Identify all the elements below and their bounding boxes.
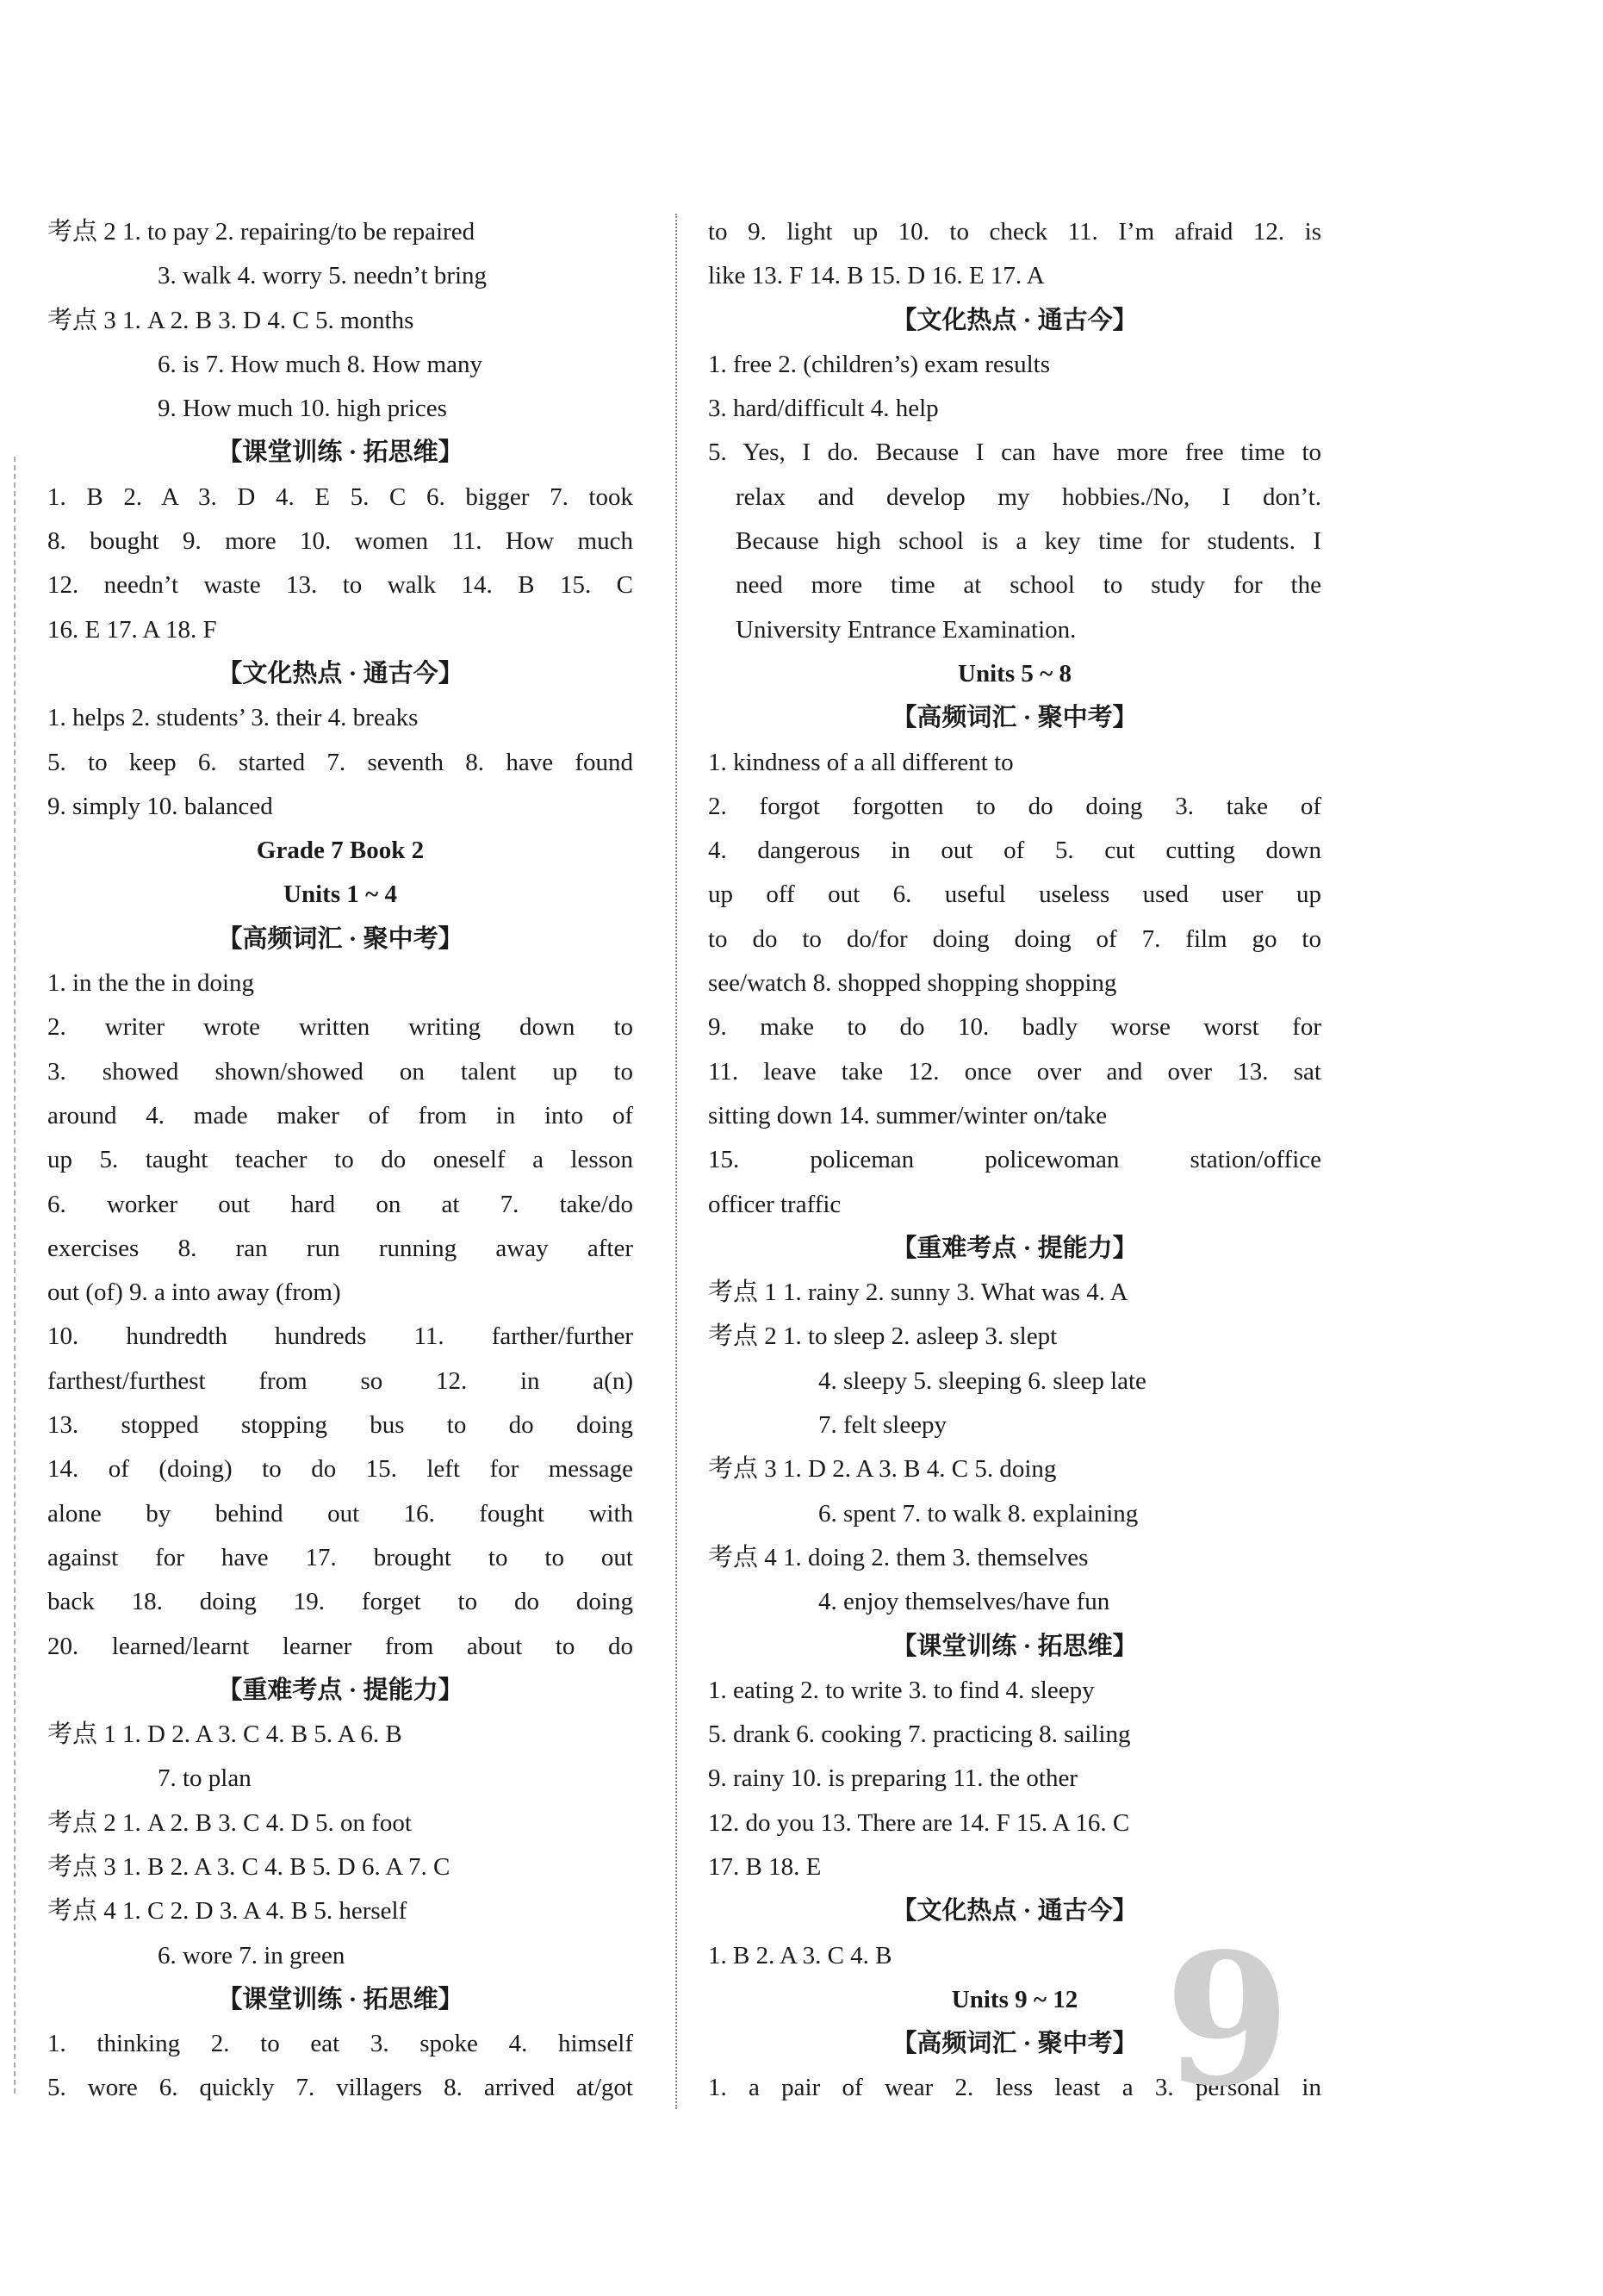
answer-line: 考点 2 1. to sleep 2. asleep 3. slept	[708, 1322, 1058, 1351]
answer-line: 7. felt sleepy	[818, 1411, 947, 1440]
answer-line: 6. is 7. How much 8. How many	[158, 350, 482, 378]
answer-line: to 9. light up 10. to check 11. I’m afraid 12. is	[708, 218, 1321, 246]
left-column	[47, 210, 633, 2111]
answer-line: 1. eating 2. to write 3. to find 4. sleepy	[708, 1676, 1095, 1704]
answer-line: 15. policeman policewoman station/office	[708, 1146, 1321, 1174]
section-heading: 【课堂训练 · 拓思维】	[217, 439, 463, 467]
answer-line: 考点 2 1. to pay 2. repairing/to be repaired	[47, 218, 475, 246]
page-number: 9	[1165, 1913, 1291, 2126]
section-heading: 【课堂训练 · 拓思维】	[892, 1632, 1138, 1660]
answer-line: 9. How much 10. high prices	[158, 395, 447, 423]
answer-line: up 5. taught teacher to do oneself a lesson	[47, 1146, 633, 1174]
section-heading: 【课堂训练 · 拓思维】	[217, 1985, 463, 2013]
answer-line: 10. hundredth hundreds 11. farther/further	[47, 1322, 633, 1351]
answer-line: 4. sleepy 5. sleeping 6. sleep late	[818, 1366, 1146, 1395]
answer-line: 1. free 2. (children’s) exam results	[708, 350, 1050, 378]
answer-line: 12. do you 13. There are 14. F 15. A 16. C	[708, 1808, 1130, 1837]
answer-line: out (of) 9. a into away (from)	[47, 1279, 341, 1307]
answer-line: 1. helps 2. students’ 3. their 4. breaks	[47, 704, 419, 732]
units-heading: Units 5 ~ 8	[958, 659, 1072, 688]
answer-line: 12. needn’t waste 13. to walk 14. B 15. C	[47, 571, 633, 600]
answer-line: 9. rainy 10. is preparing 11. the other	[708, 1764, 1078, 1793]
answer-line: 考点 1 1. rainy 2. sunny 3. What was 4. A	[708, 1279, 1128, 1307]
answer-line: 5. wore 6. quickly 7. villagers 8. arrived at/got	[47, 2074, 633, 2102]
answer-line: 9. make to do 10. badly worse worst for	[708, 1013, 1321, 1042]
section-heading: 【重难考点 · 提能力】	[217, 1676, 463, 1704]
answer-line: 4. enjoy themselves/have fun	[818, 1588, 1110, 1616]
section-heading: 【文化热点 · 通古今】	[892, 306, 1138, 334]
answer-line: sitting down 14. summer/winter on/take	[708, 1101, 1108, 1129]
answer-line: 考点 4 1. C 2. D 3. A 4. B 5. herself	[47, 1897, 407, 1926]
binding-margin-line	[14, 457, 16, 2094]
answer-line: up off out 6. useful useless used user up	[708, 880, 1321, 909]
answer-line: need more time at school to study for the	[736, 571, 1321, 600]
answer-line: back 18. doing 19. forget to do doing	[47, 1588, 633, 1616]
answer-line: 5. drank 6. cooking 7. practicing 8. sailing	[708, 1720, 1131, 1749]
answer-line: 8. bought 9. more 10. women 11. How much	[47, 527, 633, 556]
grade-heading: Grade 7 Book 2	[256, 837, 425, 865]
answer-line: 考点 2 1. A 2. B 3. C 4. D 5. on foot	[47, 1808, 412, 1837]
section-heading: 【文化热点 · 通古今】	[892, 1897, 1138, 1926]
answer-line: 1. B 2. A 3. C 4. B	[708, 1941, 892, 1969]
answer-line: relax and develop my hobbies./No, I don’t.	[736, 482, 1321, 511]
answer-line: 6. spent 7. to walk 8. explaining	[818, 1499, 1139, 1528]
answer-line: 16. E 17. A 18. F	[47, 615, 217, 644]
answer-line: 5. to keep 6. started 7. seventh 8. have found	[47, 748, 633, 776]
answer-line: 1. B 2. A 3. D 4. E 5. C 6. bigger 7. took	[47, 482, 633, 511]
right-column	[708, 210, 1321, 2126]
answer-line: exercises 8. ran run running away after	[47, 1234, 633, 1262]
answer-line: 5. Yes, I do. Because I can have more free time to	[708, 439, 1321, 467]
answer-line: 1. kindness of a all different to	[708, 748, 1014, 776]
answer-line: 7. to plan	[158, 1764, 252, 1793]
answer-line: 11. leave take 12. once over and over 13. sat	[708, 1057, 1321, 1086]
section-heading: 【高频词汇 · 聚中考】	[892, 704, 1138, 732]
units-heading: Units 1 ~ 4	[283, 880, 397, 909]
answer-line: around 4. made maker of from in into of	[47, 1101, 633, 1129]
answer-line: like 13. F 14. B 15. D 16. E 17. A	[708, 262, 1045, 290]
answer-line: alone by behind out 16. fought with	[47, 1499, 633, 1528]
section-heading: 【重难考点 · 提能力】	[892, 1234, 1138, 1262]
section-heading: 【高频词汇 · 聚中考】	[892, 2030, 1138, 2058]
answer-line: 4. dangerous in out of 5. cut cutting down	[708, 837, 1321, 865]
answer-line: University Entrance Examination.	[736, 615, 1077, 644]
answer-line: 2. forgot forgotten to do doing 3. take of	[708, 792, 1321, 820]
answer-line: 1. thinking 2. to eat 3. spoke 4. himself	[47, 2030, 633, 2058]
answer-line: 14. of (doing) to do 15. left for message	[47, 1455, 633, 1484]
answer-line: see/watch 8. shopped shopping shopping	[708, 969, 1117, 998]
answer-line: officer traffic	[708, 1190, 842, 1218]
answer-line: 9. simply 10. balanced	[47, 792, 273, 820]
answer-line: Because high school is a key time for students. I	[736, 527, 1321, 556]
answer-line: 6. worker out hard on at 7. take/do	[47, 1190, 633, 1218]
units-heading: Units 9 ~ 12	[951, 1985, 1078, 2013]
answer-line: 3. hard/difficult 4. help	[708, 395, 939, 423]
answer-line: 3. showed shown/showed on talent up to	[47, 1057, 633, 1086]
answer-line: 20. learned/learnt learner from about to do	[47, 1632, 633, 1660]
answer-line: 2. writer wrote written writing down to	[47, 1013, 633, 1042]
column-divider	[675, 214, 677, 2109]
answer-line: 1. in the the in doing	[47, 969, 255, 998]
answer-line: 考点 3 1. B 2. A 3. C 4. B 5. D 6. A 7. C	[47, 1852, 450, 1881]
answer-line: to do to do/for doing doing of 7. film go to	[708, 924, 1321, 953]
answer-line: 13. stopped stopping bus to do doing	[47, 1411, 633, 1440]
answer-line: 考点 3 1. D 2. A 3. B 4. C 5. doing	[708, 1455, 1057, 1484]
answer-line: 考点 4 1. doing 2. them 3. themselves	[708, 1543, 1089, 1571]
answer-line: against for have 17. brought to to out	[47, 1543, 633, 1571]
section-heading: 【高频词汇 · 聚中考】	[217, 924, 463, 953]
answer-line: farthest/furthest from so 12. in a(n)	[47, 1366, 633, 1395]
answer-line: 考点 1 1. D 2. A 3. C 4. B 5. A 6. B	[47, 1720, 402, 1749]
answer-line: 17. B 18. E	[708, 1852, 822, 1881]
answer-line: 考点 3 1. A 2. B 3. D 4. C 5. months	[47, 306, 414, 334]
answer-line: 6. wore 7. in green	[158, 1941, 345, 1969]
answer-line: 1. a pair of wear 2. less least a 3. personal in	[708, 2074, 1321, 2102]
answer-line: 3. walk 4. worry 5. needn’t bring	[158, 262, 488, 290]
section-heading: 【文化热点 · 通古今】	[217, 659, 463, 688]
